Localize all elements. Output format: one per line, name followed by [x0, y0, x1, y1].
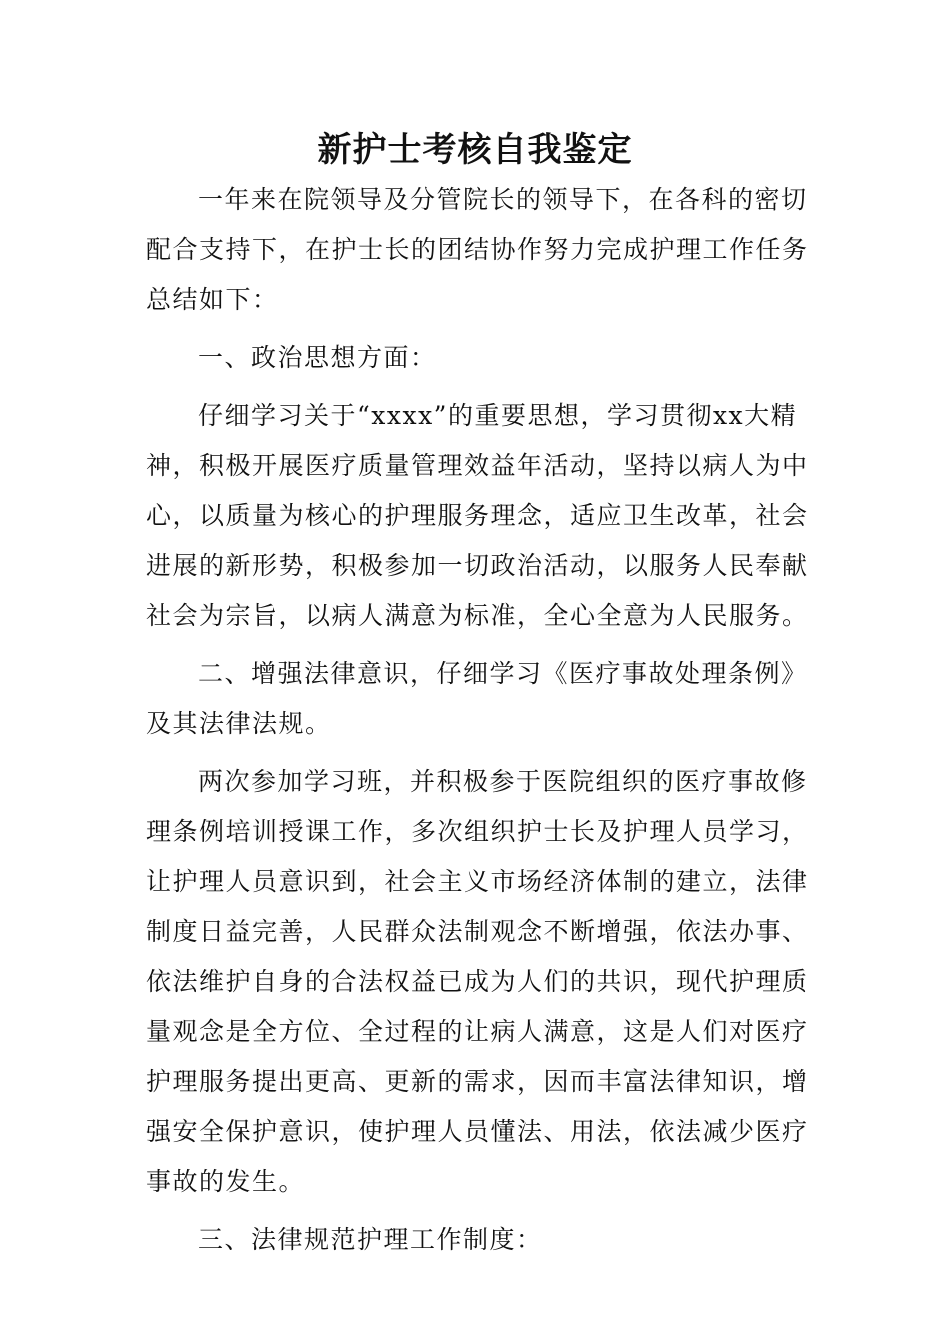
paragraph-line: 心，以质量为核心的护理服务理念，适应卫生改革，社会 [146, 501, 809, 530]
paragraph-line: 总结如下： [146, 285, 279, 314]
paragraph-line: 神，积极开展医疗质量管理效益年活动，坚持以病人为中 [146, 451, 809, 480]
section-heading: 二、增强法律意识，仔细学习《医疗事故处理条例》 [198, 659, 808, 688]
section-heading-continuation: 及其法律法规。 [146, 709, 332, 738]
document-body [146, 175, 810, 1265]
paragraph-line: 进展的新形势，积极参加一切政治活动，以服务人民奉献 [146, 551, 809, 580]
paragraph-line: 护理服务提出更高、更新的需求，因而丰富法律知识，增 [146, 1067, 809, 1096]
paragraph-line: 一年来在院领导及分管院长的领导下，在各科的密切 [198, 185, 808, 214]
paragraph-line: 依法维护自身的合法权益已成为人们的共识，现代护理质 [146, 967, 809, 996]
paragraph-line: 仔细学习关于“xxxx”的重要思想，学习贯彻xx大精 [198, 401, 798, 430]
paragraph-line: 配合支持下，在护士长的团结协作努力完成护理工作任务 [146, 235, 809, 264]
paragraph-line: 制度日益完善，人民群众法制观念不断增强，依法办事、 [146, 917, 809, 946]
paragraph-line: 强安全保护意识，使护理人员懂法、用法，依法减少医疗 [146, 1117, 809, 1146]
paragraph-line: 社会为宗旨，以病人满意为标准，全心全意为人民服务。 [146, 601, 809, 630]
paragraph-line: 让护理人员意识到，社会主义市场经济体制的建立，法律 [146, 867, 809, 896]
paragraph-line: 量观念是全方位、全过程的让病人满意，这是人们对医疗 [146, 1017, 809, 1046]
paragraph-line: 两次参加学习班，并积极参于医院组织的医疗事故修 [198, 767, 808, 796]
document-title: 新护士考核自我鉴定 [317, 130, 633, 170]
section-heading: 三、法律规范护理工作制度： [198, 1225, 543, 1254]
paragraph-line: 理条例培训授课工作，多次组织护士长及护理人员学习， [146, 817, 809, 846]
section-heading: 一、政治思想方面： [198, 343, 437, 372]
paragraph-line: 事故的发生。 [146, 1167, 306, 1196]
